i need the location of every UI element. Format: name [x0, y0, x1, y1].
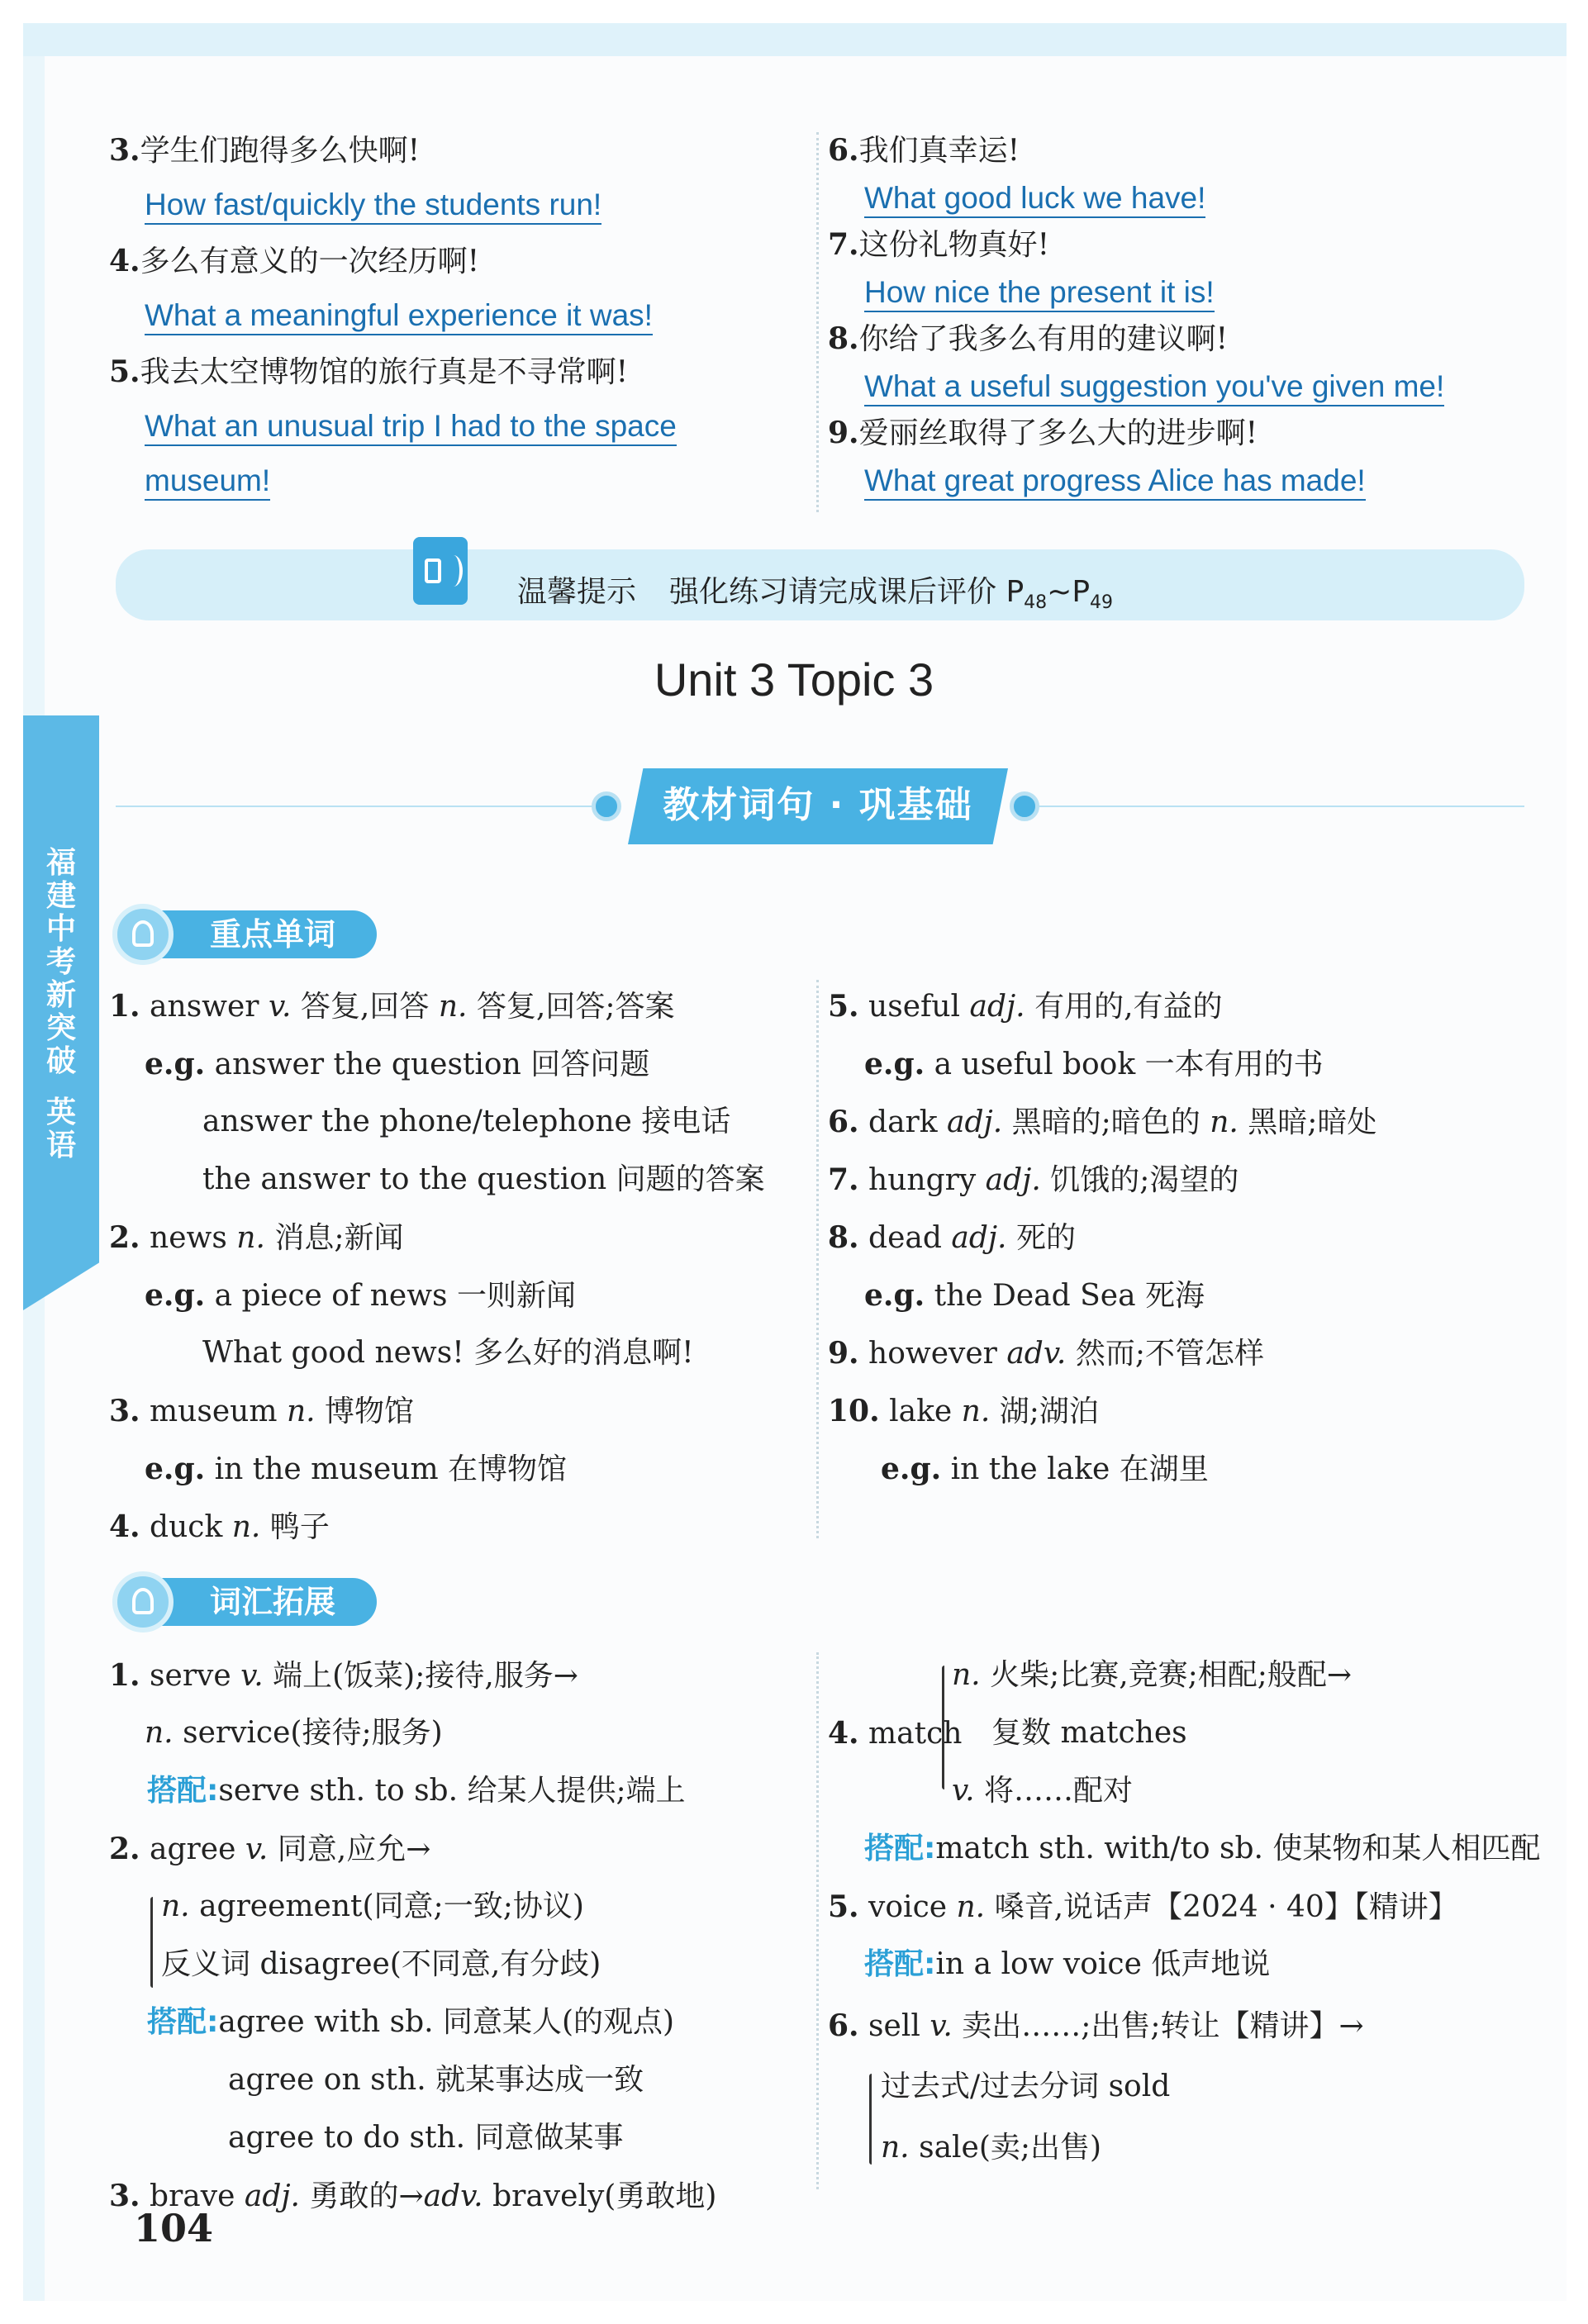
answer-text: What great progress Alice has made! — [864, 463, 1366, 501]
word-entry-dark: 6. dark adj. 黑暗的;暗色的 n. 黑暗;暗处 — [828, 1105, 1377, 1139]
word-entry-duck: 4. duck n. 鸭子 — [109, 1509, 330, 1544]
answer-text: What an unusual trip I had to the space — [145, 408, 677, 446]
derived-form: n. agreement(同意;一致;协议) — [161, 1889, 584, 1923]
ribbon-line-right — [1033, 806, 1524, 807]
answer-item-5: 5.我去太空博物馆的旅行真是不寻常啊! — [109, 354, 629, 389]
side-tab-line1: 福建中考新突破 — [45, 846, 76, 1078]
collocation: agree to do sth. 同意做某事 — [228, 2121, 624, 2155]
ribbon-line-left — [116, 806, 603, 807]
column-divider — [816, 132, 819, 512]
sub-header-key-words: 重点单词 — [112, 904, 377, 960]
example: the answer to the question 问题的答案 — [202, 1162, 765, 1196]
answer-text: museum! — [145, 463, 270, 501]
side-tab-text — [43, 847, 79, 1162]
example: e.g. the Dead Sea 死海 — [864, 1278, 1205, 1313]
word-entry-news: 2. news n. 消息;新闻 — [109, 1220, 404, 1255]
collocation: 搭配:in a low voice 低声地说 — [864, 1947, 1271, 1981]
derived-form: n. service(接待;服务) — [145, 1716, 443, 1750]
word-entry-museum: 3. museum n. 博物馆 — [109, 1394, 415, 1428]
example: e.g. a useful book 一本有用的书 — [864, 1047, 1324, 1081]
answer-text: How fast/quickly the students run! — [145, 187, 601, 225]
derived-form: n. sale(卖;出售) — [881, 2131, 1102, 2165]
answer-text: How nice the present it is! — [864, 274, 1215, 312]
vocab-entry-brave: 3. brave adj. 勇敢的→adv. bravely(勇敢地) — [109, 2179, 717, 2213]
collocation: 搭配:match sth. with/to sb. 使某物和某人相匹配 — [864, 1832, 1541, 1865]
answer-item-4: 4.多么有意义的一次经历啊! — [109, 244, 480, 278]
answer-item-8: 8.你给了我多么有用的建议啊! — [828, 321, 1229, 356]
collocation: 搭配:serve sth. to sb. 给某人提供;端上 — [147, 1774, 686, 1808]
word-entry-hungry: 7. hungry adj. 饥饿的;渴望的 — [828, 1162, 1239, 1197]
page-number: 104 — [134, 2206, 214, 2250]
collocation: agree on sth. 就某事达成一致 — [228, 2063, 644, 2097]
word-entry-dead: 8. dead adj. 死的 — [828, 1220, 1076, 1255]
brace — [150, 1897, 153, 1988]
antonym: 反义词 disagree(不同意,有分歧) — [161, 1947, 601, 1981]
vocab-entry-voice: 5. voice n. 嗓音,说话声【2024 · 40】【精讲】 — [828, 1889, 1458, 1924]
unit-title: Unit 3 Topic 3 — [654, 653, 934, 706]
match-verb: v. 将……配对 — [952, 1774, 1133, 1808]
ribbon-dot-right — [1010, 791, 1039, 821]
column-divider — [816, 980, 819, 1538]
collocation: 搭配:agree with sb. 同意某人(的观点) — [147, 2005, 675, 2039]
side-tab-line2: 英语 — [45, 1095, 76, 1162]
word-entry-however: 9. however adv. 然而;不管怎样 — [828, 1336, 1264, 1371]
vocab-entry-sell: 6. sell v. 卖出……;出售;转让【精讲】→ — [828, 2008, 1364, 2043]
answer-item-6: 6.我们真幸运! — [828, 133, 1020, 168]
top-bar — [23, 23, 1567, 56]
vocab-entry-match: 4. match — [828, 1716, 963, 1751]
sub-header-vocab-ext: 词汇拓展 — [112, 1571, 377, 1628]
column-divider — [816, 1652, 819, 2189]
brace — [869, 2074, 872, 2165]
example: e.g. answer the question 回答问题 — [145, 1047, 650, 1081]
answer-item-3: 3.学生们跑得多么快啊! — [109, 133, 421, 168]
past-form: 过去式/过去分词 sold — [881, 2070, 1171, 2103]
example: What good news! 多么好的消息啊! — [202, 1336, 694, 1370]
answer-text: What a meaningful experience it was! — [145, 297, 653, 335]
answer-item-9: 9.爱丽丝取得了多么大的进步啊! — [828, 416, 1258, 450]
speaker-icon — [413, 537, 468, 605]
match-noun: n. 火柴;比赛,竞赛;相配;般配→ — [952, 1658, 1353, 1692]
word-entry-lake: 10. lake n. 湖;湖泊 — [828, 1394, 1099, 1428]
ribbon-dot-left — [592, 791, 621, 821]
match-plural: 复数 matches — [991, 1716, 1187, 1750]
tip-text: 温馨提示 强化练习请完成课后评价 $P_{48}\sim P_{49}$ — [517, 575, 1114, 614]
section-title: 教材词句 · 巩基础 — [663, 784, 973, 826]
example: answer the phone/telephone 接电话 — [202, 1105, 731, 1138]
bulb-icon — [112, 904, 174, 965]
bulb-icon — [112, 1571, 174, 1633]
answer-text: What a useful suggestion you've given me! — [864, 368, 1444, 406]
answer-text: What good luck we have! — [864, 180, 1205, 218]
vocab-entry-serve: 1. serve v. 端上(饭菜);接待,服务→ — [109, 1658, 578, 1693]
example: e.g. a piece of news 一则新闻 — [145, 1278, 576, 1313]
example: e.g. in the lake 在湖里 — [881, 1452, 1209, 1486]
word-entry-answer: 1. answer v. 答复,回答 n. 答复,回答;答案 — [109, 989, 675, 1024]
example: e.g. in the museum 在博物馆 — [145, 1452, 568, 1486]
vocab-entry-agree: 2. agree v. 同意,应允→ — [109, 1832, 431, 1866]
answer-item-7: 7.这份礼物真好! — [828, 227, 1050, 262]
word-entry-useful: 5. useful adj. 有用的,有益的 — [828, 989, 1223, 1024]
